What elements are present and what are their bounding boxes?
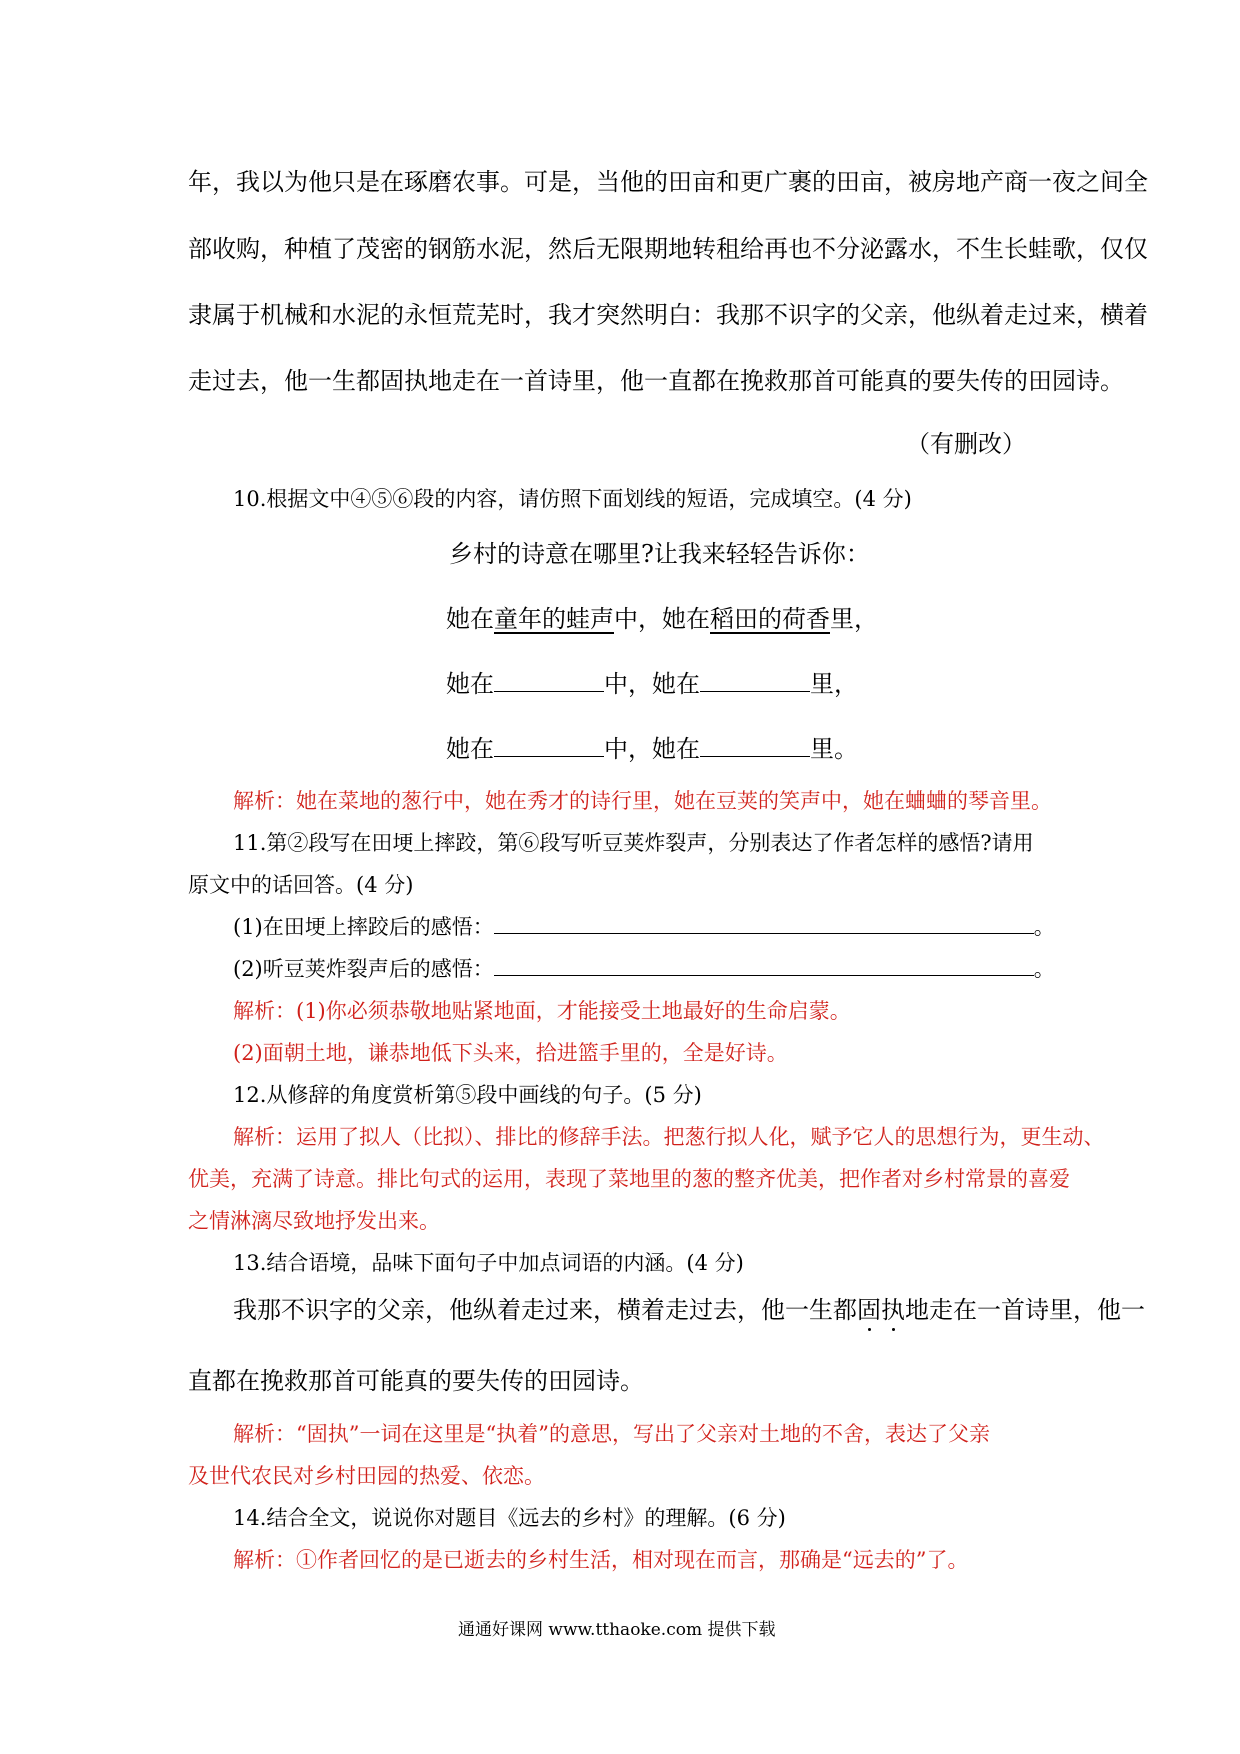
q11-sub-1: (1)在田埂上摔跤后的感悟： 。 — [233, 915, 1055, 939]
q10-answer: 解析：她在菜地的葱行中，她在秀才的诗行里，她在豆荚的笑声中，她在蛐蛐的琴音里。 — [233, 789, 1052, 813]
question-11-cont: 原文中的话回答。(4 分) — [188, 873, 414, 897]
q11-answer-1: 解析：(1)你必须恭敬地贴紧地面，才能接受土地最好的生命启蒙。 — [233, 999, 851, 1023]
q12-answer-cont: 之情淋漓尽致地抒发出来。 — [188, 1209, 440, 1233]
q13-quote: 我那不识字的父亲，他纵着走过来，横着走过去，他一生都固执地走在一首诗里，他一 — [233, 1296, 1145, 1324]
question-13: 13.结合语境，品味下面句子中加点词语的内涵。(4 分) — [233, 1251, 744, 1275]
question-11: 11.第②段写在田埂上摔跤，第⑥段写听豆荚炸裂声，分别表达了作者怎样的感悟?请用 — [233, 831, 1034, 855]
q12-answer-cont: 优美，充满了诗意。排比句式的运用，表现了菜地里的葱的整齐优美，把作者对乡村常景的喜爱 — [188, 1167, 1070, 1191]
q11-sub-2: (2)听豆荚炸裂声后的感悟： 。 — [233, 957, 1055, 981]
question-14: 14.结合全文，说说你对题目《远去的乡村》的理解。(6 分) — [233, 1506, 786, 1530]
q12-answer: 解析：运用了拟人（比拟）、排比的修辞手法。把葱行拟人化，赋予它人的思想行为，更生动、 — [233, 1125, 1105, 1149]
blank-field[interactable] — [700, 755, 810, 757]
passage-line: 部收购，种植了茂密的钢筋水泥，然后无限期地转租给再也不分泌露水，不生长蛙歌，仅仅 — [188, 235, 1148, 263]
q10-example: 她在童年的蛙声中，她在稻田的荷香里， — [446, 605, 878, 633]
passage-line: 隶属于机械和水泥的永恒荒芜时，我才突然明白：我那不识字的父亲，他纵着走过来，横着 — [188, 301, 1148, 329]
dotted-char: 固 — [857, 1296, 881, 1324]
q13-answer-cont: 及世代农民对乡村田园的热爱、依恋。 — [188, 1464, 545, 1488]
q14-answer: 解析：①作者回忆的是已逝去的乡村生活，相对现在而言，那确是“远去的”了。 — [233, 1548, 969, 1572]
blank-field[interactable] — [700, 690, 810, 692]
underlined-phrase: 稻田的荷香 — [710, 605, 830, 633]
q13-quote-cont: 直都在挽救那首可能真的要失传的田园诗。 — [188, 1367, 644, 1395]
answer-line[interactable] — [494, 974, 1034, 976]
passage-line: 走过去，他一生都固执地走在一首诗里，他一直都在挽救那首可能真的要失传的田园诗。 — [188, 367, 1124, 395]
passage-line: 年，我以为他只是在琢磨农事。可是，当他的田亩和更广裹的田亩，被房地产商一夜之间全 — [188, 168, 1148, 196]
question-10: 10.根据文中④⑤⑥段的内容，请仿照下面划线的短语，完成填空。(4 分) — [233, 487, 912, 511]
source-note: （有删改） — [906, 430, 1026, 458]
answer-line[interactable] — [494, 932, 1034, 934]
q13-answer: 解析：“固执”一词在这里是“执着”的意思，写出了父亲对土地的不舍，表达了父亲 — [233, 1422, 990, 1446]
blank-field[interactable] — [494, 755, 604, 757]
underlined-phrase: 童年的蛙声 — [494, 605, 614, 633]
q10-intro: 乡村的诗意在哪里?让我来轻轻告诉你： — [449, 540, 870, 568]
blank-field[interactable] — [494, 690, 604, 692]
question-12: 12.从修辞的角度赏析第⑤段中画线的句子。(5 分) — [233, 1083, 702, 1107]
q10-fill-line-1: 她在 中，她在 里， — [446, 670, 858, 698]
q11-answer-2: (2)面朝土地，谦恭地低下头来，拾进篮手里的，全是好诗。 — [233, 1041, 788, 1065]
q10-fill-line-2: 她在 中，她在 里。 — [446, 735, 858, 763]
dotted-char: 执 — [881, 1296, 905, 1324]
page-footer: 通通好课网 www.tthaoke.com 提供下载 — [458, 1620, 776, 1640]
